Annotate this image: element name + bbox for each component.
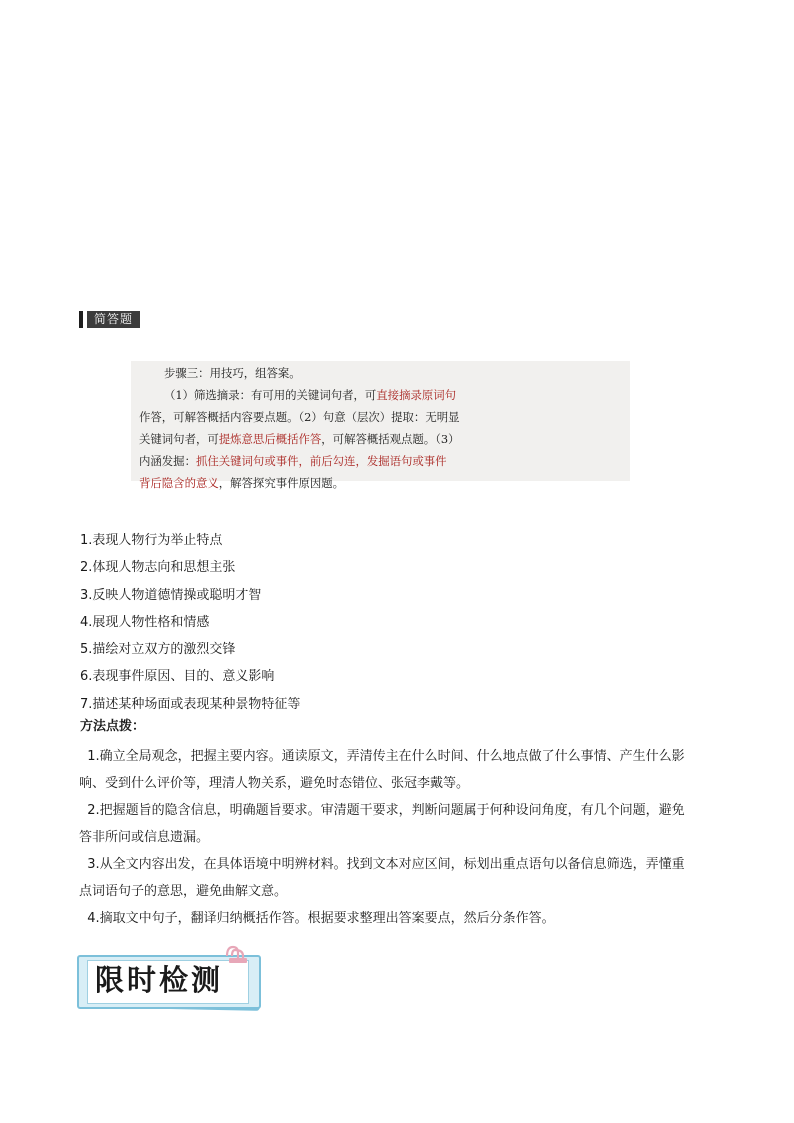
list-item: 7.描述某种场面或表现某种景物特征等 (80, 696, 301, 712)
list-item: 3.反映人物道德情操或聪明才智 (80, 587, 262, 603)
list-item: 1.表现人物行为举止特点 (80, 533, 223, 548)
panel-text: 关键词句者，可 (139, 432, 219, 446)
highlighted-text: 抓住关键词句或事件，前后勾连，发掘语句或事件 (195, 454, 447, 468)
method-paragraph-line: 2.把握题旨的隐含信息，明确题旨要求。审清题干要求，判断问题属于何种设问角度，有几个问题，避免 (79, 803, 685, 818)
list-item: 4.展现人物性格和情感 (80, 614, 210, 630)
panel-line (139, 450, 624, 472)
panel-text: ，可解答概括观点题。（3） (321, 432, 460, 446)
panel-text: 作答，可解答概括内容要点题。（2）句意（层次）提取：无明显 (139, 410, 460, 424)
panel-text: （1）筛选摘录：有可用的关键词句者，可 (164, 388, 377, 402)
panel-line (139, 428, 624, 450)
section-tag-label: 简答题 (87, 311, 140, 328)
panel-text: 内涵发掘： (139, 454, 196, 468)
highlighted-text: 提炼意思后概括作答 (218, 432, 322, 446)
panel-text: ，解答探究事件原因题。 (218, 476, 345, 490)
timed-test-badge (73, 944, 263, 1010)
tag-bar (79, 311, 83, 328)
method-paragraph-line: 4.摘取文中句子，翻译归纳概括作答。根据要求整理出答案要点，然后分条作答。 (79, 911, 555, 926)
binder-clip-icon (223, 944, 251, 964)
method-paragraph-line: 1.确立全局观念，把握主要内容。通读原文，弄清传主在什么时间、什么地点做了什么事情、产生什么影 (79, 749, 685, 764)
method-paragraph-line: 响、受到什么评价等，理清人物关系，避免时态错位、张冠李戴等。 (79, 776, 470, 791)
method-paragraph-line: 3.从全文内容出发，在具体语境中明辨材料。找到文本对应区间，标划出重点语句以备信息筛选，弄懂重 (79, 857, 685, 872)
method-steps-panel (131, 361, 630, 490)
section-tag (79, 311, 140, 328)
method-paragraph-line: 点词语句子的意思，避免曲解文意。 (79, 884, 288, 899)
panel-line (139, 384, 624, 406)
panel-line (139, 406, 624, 428)
method-title: 方法点拨： (80, 719, 146, 734)
panel-line (139, 362, 624, 384)
list-item: 5.描绘对立双方的激烈交锋 (80, 642, 236, 658)
list-item: 2.体现人物志向和思想主张 (80, 560, 236, 576)
list-item: 6.表现事件原因、目的、意义影响 (80, 669, 275, 685)
feature-list (80, 527, 300, 718)
panel-line (139, 472, 624, 494)
method-paragraphs (79, 743, 719, 932)
badge-label: 限时检测 (95, 963, 224, 997)
highlighted-text: 背后隐含的意义 (139, 476, 219, 490)
method-paragraph-line: 答非所问或信息遗漏。 (79, 830, 210, 845)
panel-text: 步骤三：用技巧，组答案。 (164, 366, 301, 380)
highlighted-text: 直接摘录原词句 (376, 388, 457, 402)
